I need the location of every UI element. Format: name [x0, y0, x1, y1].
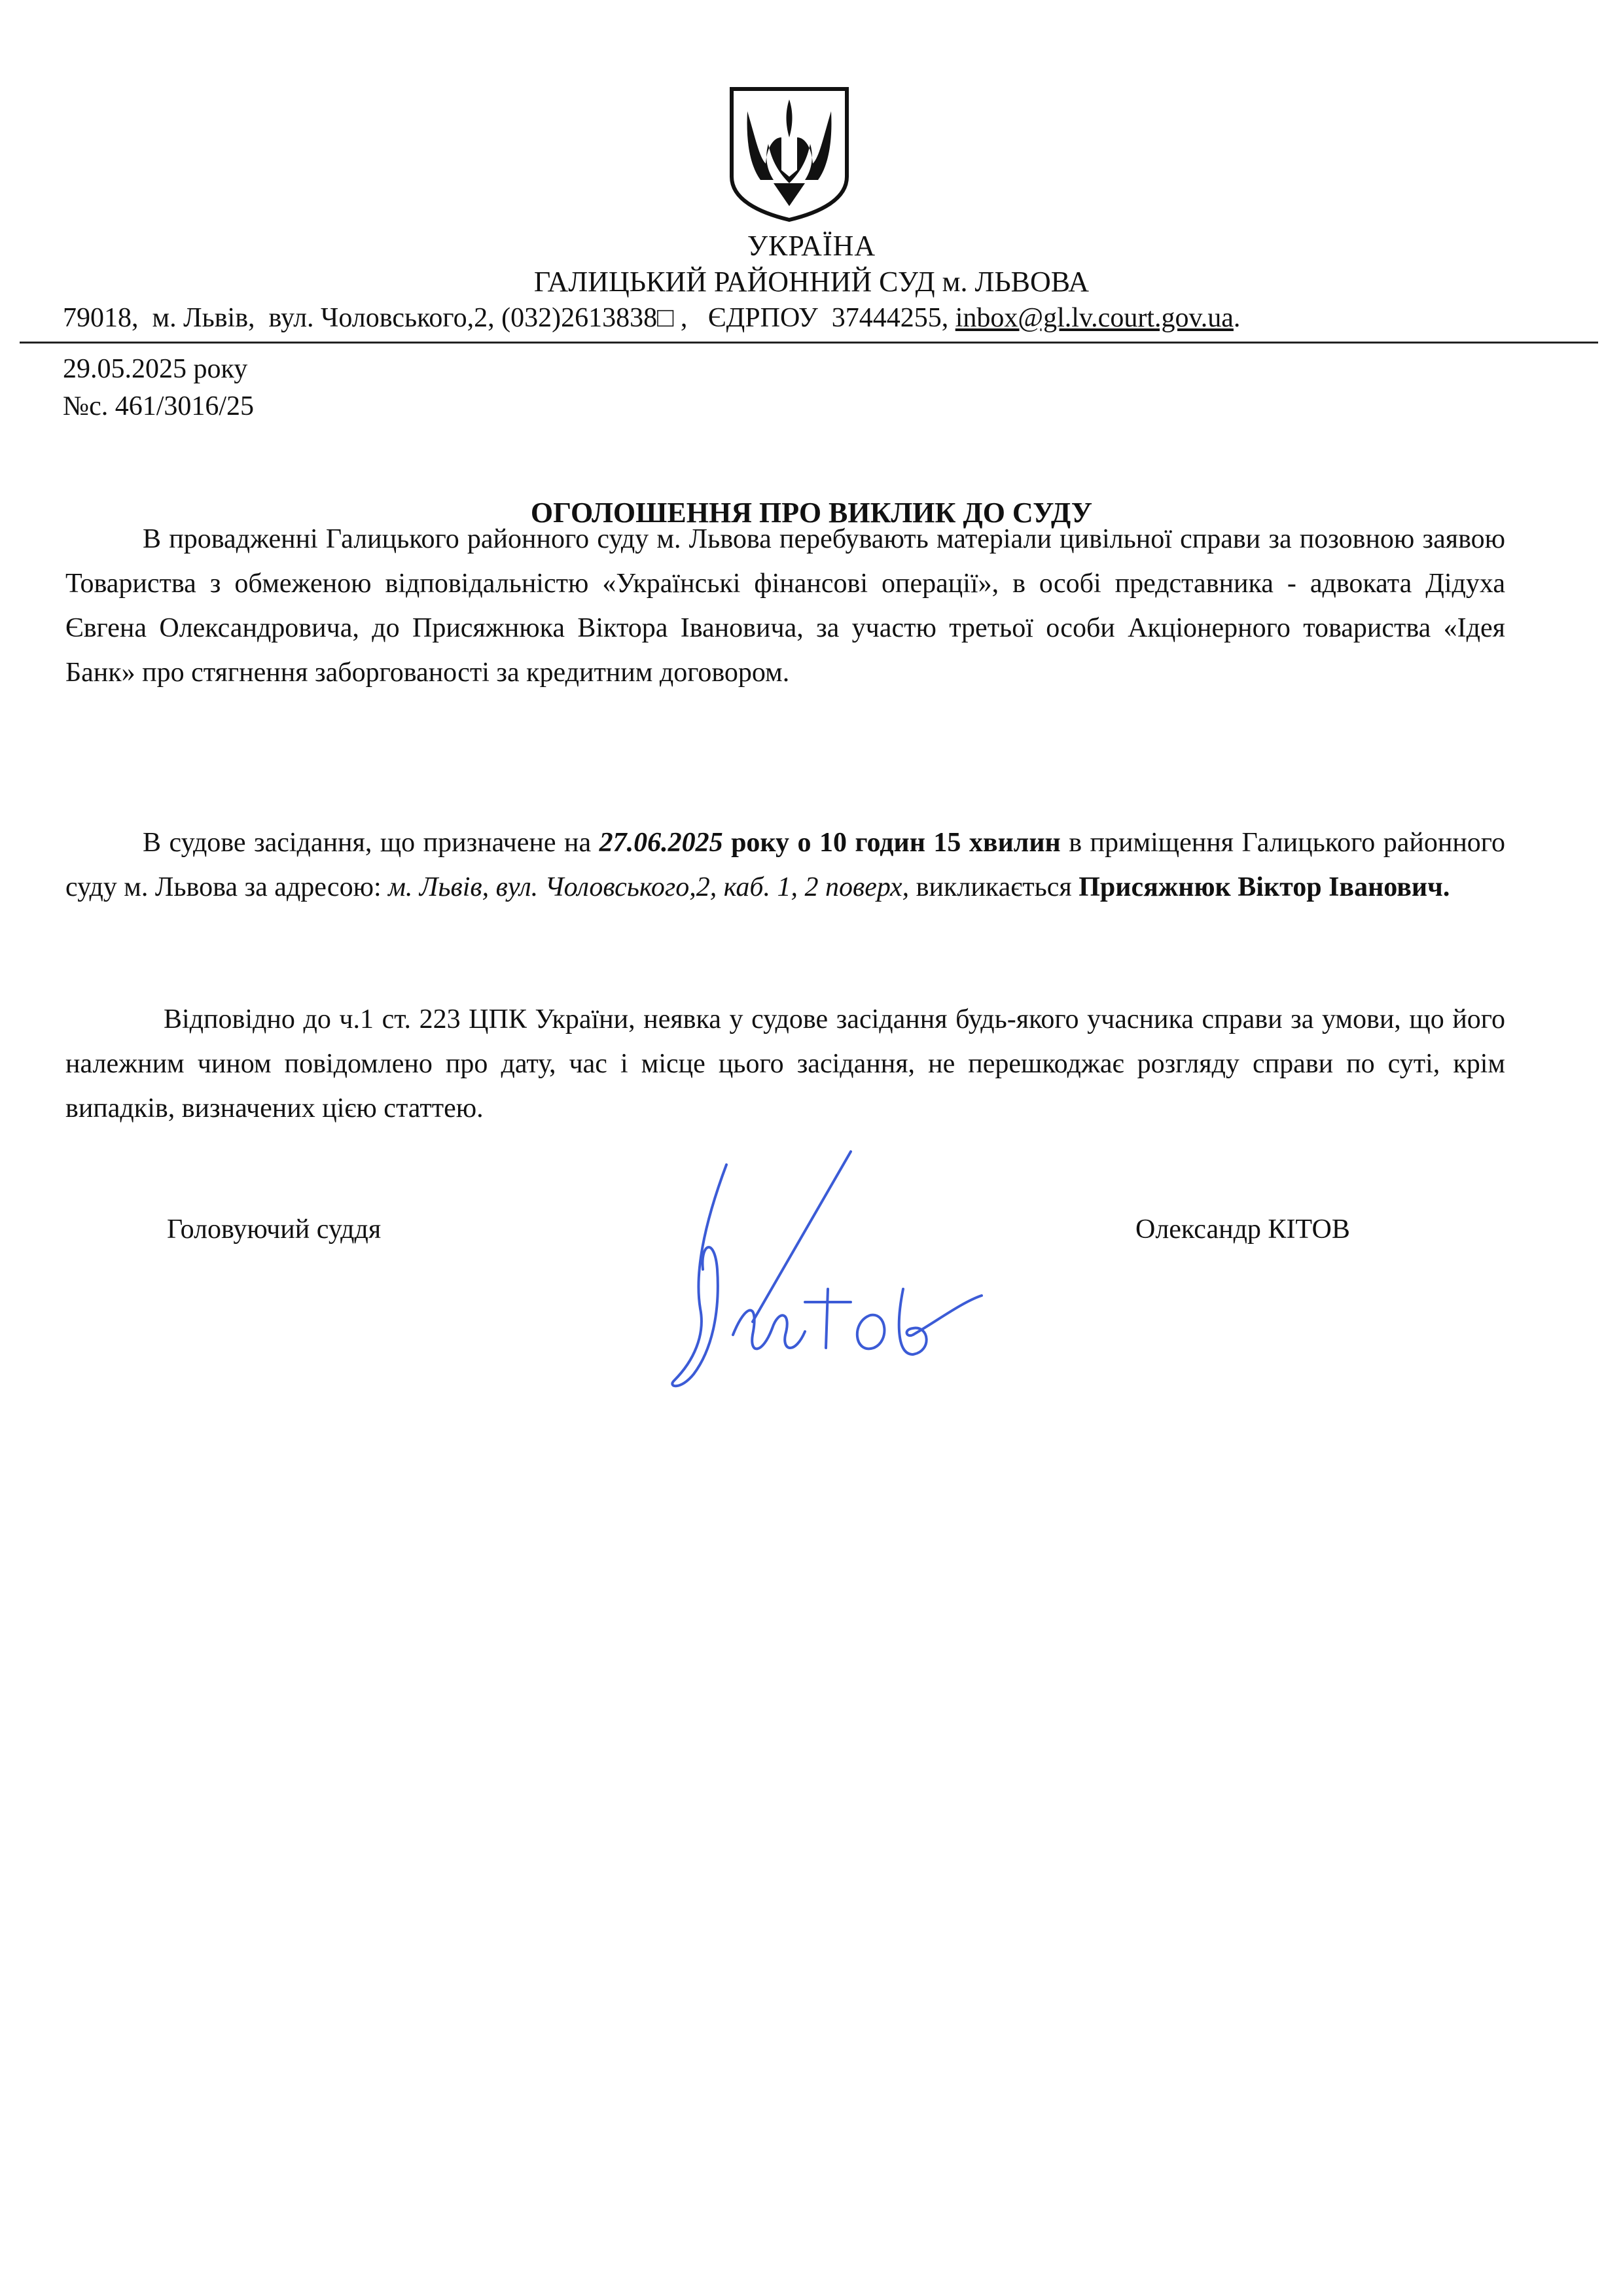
hearing-text-1: В судове засідання, що призначене на	[143, 828, 599, 858]
email-link[interactable]: inbox@gl.lv.court.gov.ua	[955, 303, 1234, 333]
handwritten-signature	[654, 1139, 995, 1400]
hearing-time: року о 10 годин 15 хвилин	[722, 828, 1061, 858]
document-title: ОГОЛОШЕННЯ ПРО ВИКЛИК ДО СУДУ	[530, 497, 1093, 529]
country-heading: УКРАЇНА	[747, 230, 876, 262]
address-text: 79018, м. Львів, вул. Чоловського,2, (032)2613838□ , ЄДРПОУ 37444255,	[63, 303, 955, 333]
case-number: №с. 461/3016/25	[63, 391, 255, 421]
judge-label: Головуючий суддя	[167, 1214, 382, 1245]
header-divider	[20, 342, 1598, 344]
address-tail: .	[1233, 303, 1241, 333]
trident-emblem-icon	[728, 85, 851, 222]
paragraph-proceedings: В провадженні Галицького районного суду м. Львова перебувають матеріали цивільної справи за позовною заявою Товариства з обмеженою відповідальністю «Українські фінансові операції», в особі представника - адвоката Дідуха Євгена Олександровича, до Присяжнюка Віктора Івановича, за участю третьої особи Акціонерного товариства «Ідея Банк» про стягнення заборгованості за кредитним договором.	[65, 524, 1505, 688]
judge-name: Олександр КІТОВ	[1135, 1214, 1350, 1245]
document-date: 29.05.2025 року	[63, 354, 248, 384]
hearing-address: м. Львів, вул. Чоловського,2, каб. 1, 2 поверх,	[388, 872, 910, 902]
hearing-text-2: в приміщення Галицького районного суду м. Львова за адресою:	[65, 828, 1505, 902]
court-name: ГАЛИЦЬКИЙ РАЙОННИЙ СУД м. ЛЬВОВА	[533, 266, 1090, 298]
court-address	[63, 302, 1240, 334]
hearing-text-3: викликається	[909, 872, 1079, 902]
summoned-person: Присяжнюк Віктор Іванович.	[1079, 872, 1450, 902]
hearing-date: 27.06.2025	[599, 828, 723, 858]
paragraph-legal-basis: Відповідно до ч.1 ст. 223 ЦПК України, неявка у судове засідання будь-якого учасника справи за умови, що його належним чином повідомлено про дату, час і місце цього засідання, не перешкоджає розгляду справи по суті, крім випадків, визначених цією статтею.	[65, 1004, 1505, 1123]
paragraph-hearing	[65, 821, 1505, 910]
